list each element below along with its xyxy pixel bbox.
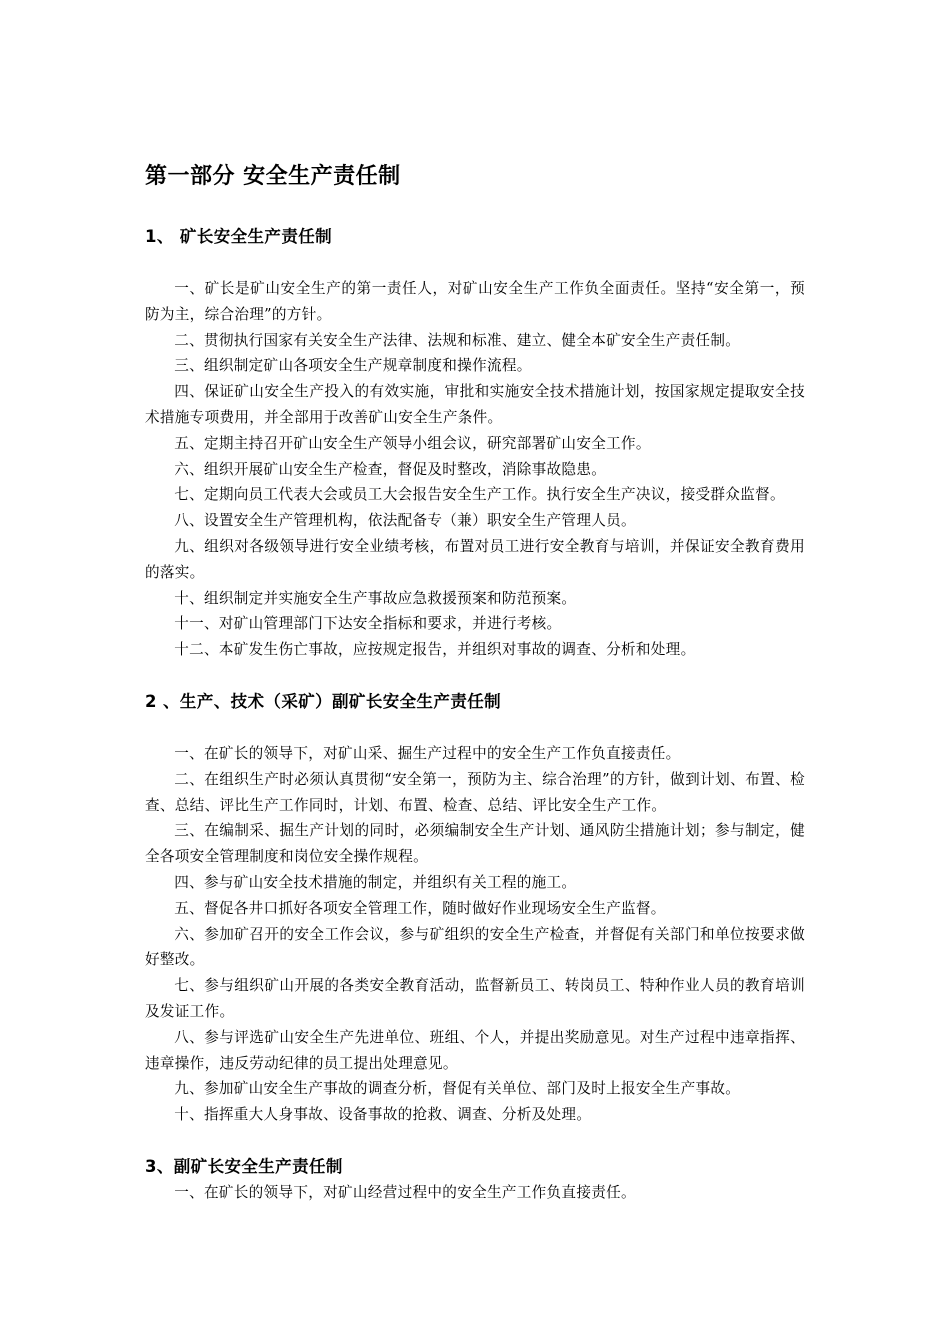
paragraph: 七、参与组织矿山开展的各类安全教育活动，监督新员工、转岗员工、特种作业人员的教育培训及发证工作。: [145, 977, 805, 1020]
paragraph: 二、在组织生产时必须认真贯彻“安全第一，预防为主、综合治理”的方针，做到计划、布置、检查、总结、评比生产工作同时，计划、布置、检查、总结、评比安全生产工作。: [145, 770, 805, 814]
paragraph: 八、参与评选矿山安全生产先进单位、班组、个人，并提出奖励意见。对生产过程中违章指挥、违章操作，违反劳动纪律的员工提出处理意见。: [145, 1028, 805, 1072]
paragraph: 六、组织开展矿山安全生产检查，督促及时整改，消除事故隐患。: [174, 460, 607, 478]
part-title: 第一部分 安全生产责任制: [145, 164, 401, 189]
section-production-deputy: [145, 689, 805, 1128]
section-deputy-director: [145, 1154, 805, 1206]
paragraph: 一、在矿长的领导下，对矿山经营过程中的安全生产工作负直接责任。: [174, 1183, 636, 1201]
section-mine-director: [145, 224, 805, 663]
paragraph: 九、组织对各级领导进行安全业绩考核，布置对员工进行安全教育与培训，并保证安全教育费用的落实。: [145, 537, 805, 581]
paragraph: 十、组织制定并实施安全生产事故应急救援预案和防范预案。: [174, 589, 577, 607]
paragraph: 四、保证矿山安全生产投入的有效实施，审批和实施安全技术措施计划，按国家规定提取安全技术措施专项费用，并全部用于改善矿山安全生产条件。: [145, 383, 805, 426]
paragraph: 六、参加矿召开的安全工作会议，参与矿组织的安全生产检查，并督促有关部门和单位按要求做好整改。: [145, 925, 805, 969]
section-heading: 3、副矿长安全生产责任制: [145, 1156, 343, 1176]
paragraph: 十一、对矿山管理部门下达安全指标和要求，并进行考核。: [174, 615, 562, 633]
paragraph: 三、组织制定矿山各项安全生产规章制度和操作流程。: [174, 357, 532, 375]
paragraph: 一、矿长是矿山安全生产的第一责任人，对矿山安全生产工作负全面责任。坚持“安全第一，预防为主，综合治理”的方针。: [145, 280, 805, 323]
document-body: [145, 160, 805, 1232]
paragraph: 四、参与矿山安全技术措施的制定，并组织有关工程的施工。: [174, 873, 577, 891]
section-heading: 2 、生产、技术（采矿）副矿长安全生产责任制: [145, 691, 502, 711]
paragraph: 二、贯彻执行国家有关安全生产法律、法规和标准、建立、健全本矿安全生产责任制。: [174, 331, 741, 349]
paragraph: 九、参加矿山安全生产事故的调查分析，督促有关单位、部门及时上报安全生产事故。: [174, 1080, 741, 1098]
paragraph: 十、指挥重大人身事故、设备事故的抢救、调查、分析及处理。: [174, 1106, 592, 1124]
paragraph: 十二、本矿发生伤亡事故，应按规定报告，并组织对事故的调查、分析和处理。: [174, 641, 696, 659]
paragraph: 五、督促各井口抓好各项安全管理工作，随时做好作业现场安全生产监督。: [174, 899, 666, 917]
paragraph: 五、定期主持召开矿山安全生产领导小组会议，研究部署矿山安全工作。: [174, 434, 651, 452]
section-heading: 1、 矿长安全生产责任制: [145, 227, 333, 246]
paragraph: 八、设置安全生产管理机构，依法配备专（兼）职安全生产管理人员。: [174, 512, 636, 530]
paragraph: 三、在编制采、掘生产计划的同时，必须编制安全生产计划、通风防尘措施计划；参与制定，健全各项安全管理制度和岗位安全操作规程。: [145, 822, 805, 866]
paragraph: 一、在矿长的领导下，对矿山采、掘生产过程中的安全生产工作负直接责任。: [174, 744, 681, 762]
paragraph: 七、定期向员工代表大会或员工大会报告安全生产工作。执行安全生产决议，接受群众监督。: [174, 486, 785, 504]
